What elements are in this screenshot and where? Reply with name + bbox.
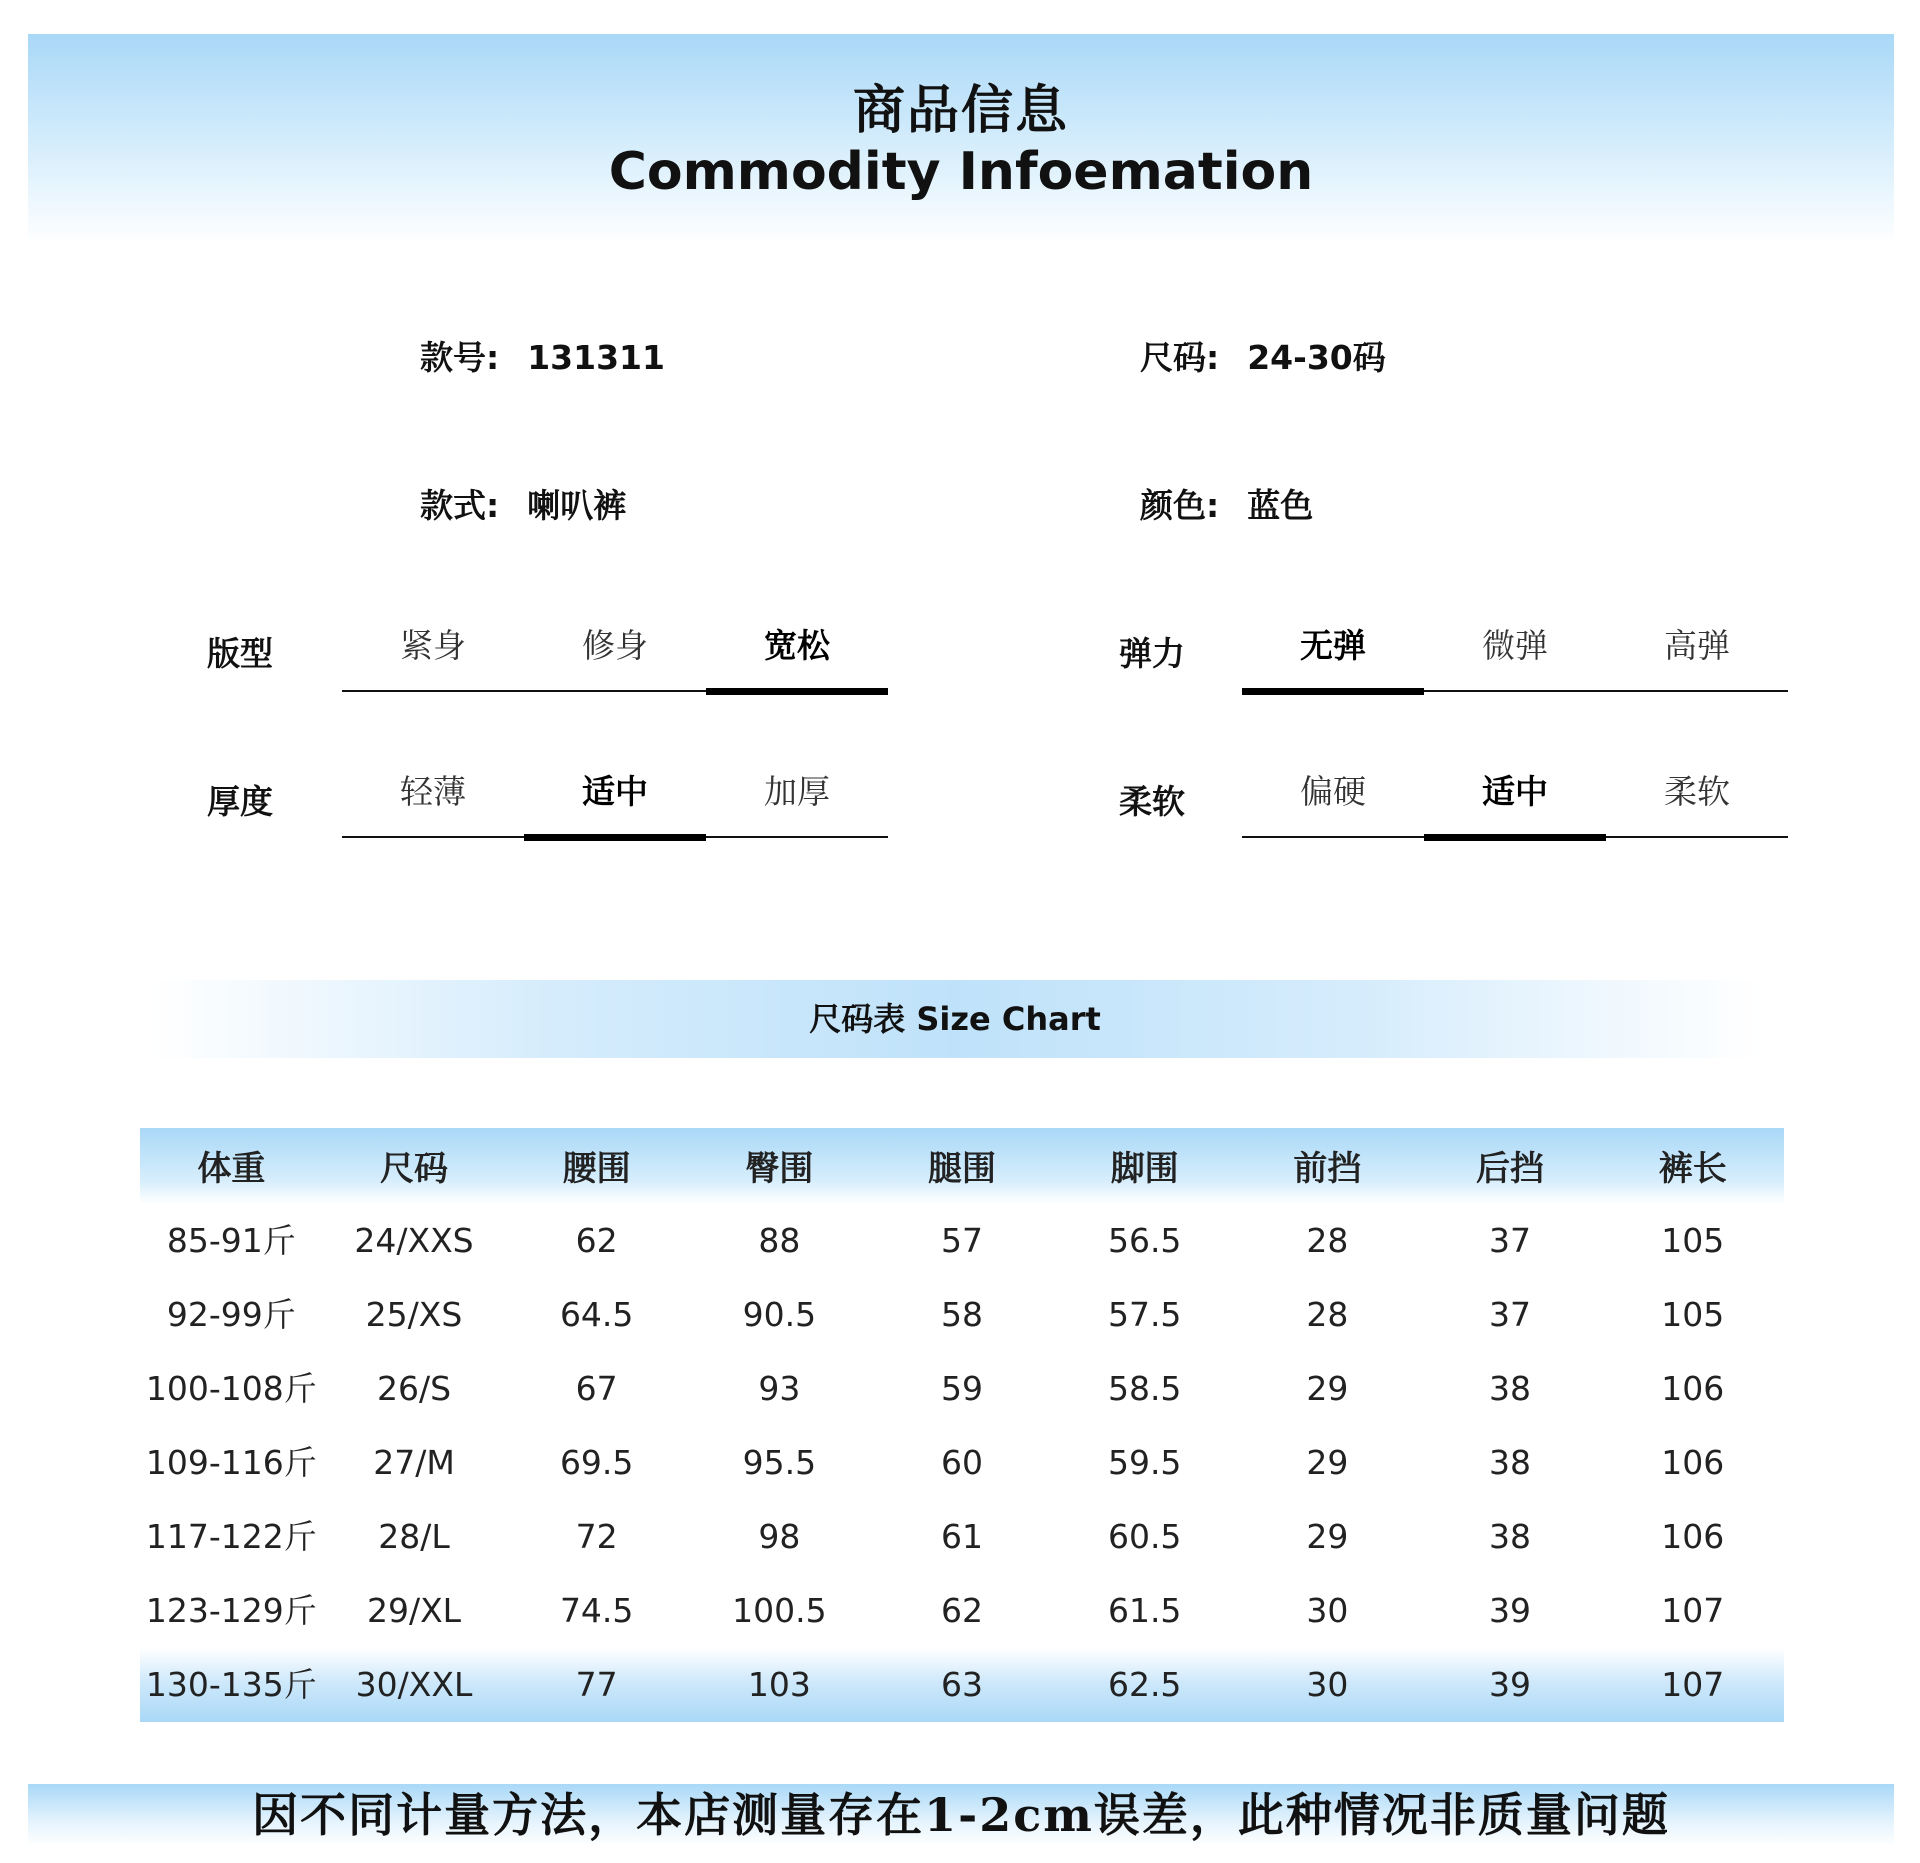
table-cell: 123-129斤 — [145, 1591, 317, 1630]
table-cell: 106 — [1661, 1443, 1725, 1482]
table-cell: 88 — [758, 1221, 801, 1260]
table-cell: 37 — [1489, 1221, 1532, 1260]
column-header: 体重 — [197, 1149, 266, 1189]
table-cell: 109-116斤 — [145, 1443, 317, 1482]
thickness-option: 轻薄 — [400, 772, 466, 811]
style-type — [420, 480, 626, 527]
table-cell: 92-99斤 — [166, 1295, 296, 1334]
table-cell: 28/L — [378, 1517, 450, 1556]
table-cell: 30 — [1306, 1665, 1349, 1704]
table-cell: 107 — [1661, 1665, 1725, 1704]
table-cell: 93 — [758, 1369, 801, 1408]
table-cell: 39 — [1489, 1591, 1532, 1630]
table-cell: 38 — [1489, 1443, 1532, 1482]
table-cell: 107 — [1661, 1591, 1725, 1630]
table-row — [140, 1500, 1784, 1574]
table-cell: 57.5 — [1107, 1295, 1182, 1334]
table-cell: 59 — [941, 1369, 984, 1408]
table-cell: 62 — [575, 1221, 618, 1260]
table-cell: 69.5 — [559, 1443, 634, 1482]
size-range — [1140, 332, 1386, 379]
table-cell: 105 — [1661, 1295, 1725, 1334]
page-title-en: Commodity Infoemation — [608, 142, 1314, 202]
table-cell: 38 — [1489, 1369, 1532, 1408]
table-cell: 85-91斤 — [166, 1221, 296, 1260]
style-type-label: 款式: — [420, 486, 500, 525]
color-label: 颜色: — [1140, 486, 1220, 525]
header-banner — [28, 34, 1894, 244]
thickness-option: 适中 — [524, 758, 706, 838]
table-cell: 58 — [941, 1295, 984, 1334]
softness-option: 适中 — [1424, 758, 1606, 838]
column-header: 前挡 — [1293, 1149, 1362, 1189]
fit-option: 宽松 — [706, 612, 888, 692]
column-header: 臀围 — [745, 1149, 814, 1189]
thickness-scale — [342, 758, 888, 838]
table-cell: 30 — [1306, 1591, 1349, 1630]
stretch-scale — [1242, 612, 1788, 692]
table-cell: 63 — [941, 1665, 984, 1704]
table-cell: 103 — [747, 1665, 811, 1704]
table-cell: 77 — [575, 1665, 618, 1704]
table-cell: 117-122斤 — [145, 1517, 317, 1556]
table-row — [140, 1426, 1784, 1500]
fit-option: 紧身 — [400, 626, 466, 665]
table-cell: 74.5 — [559, 1591, 634, 1630]
page-title-cn: 商品信息 — [852, 81, 1069, 141]
table-cell: 64.5 — [559, 1295, 634, 1334]
table-cell: 29 — [1306, 1369, 1349, 1408]
table-row — [140, 1352, 1784, 1426]
size-chart-title: 尺码表 Size Chart — [150, 980, 1760, 1058]
stretch-label: 弹力 — [1119, 634, 1185, 673]
table-cell: 37 — [1489, 1295, 1532, 1334]
table-cell: 61 — [941, 1517, 984, 1556]
table-row — [140, 1204, 1784, 1278]
column-header: 后挡 — [1476, 1149, 1545, 1189]
table-cell: 59.5 — [1107, 1443, 1182, 1482]
table-cell: 61.5 — [1107, 1591, 1182, 1630]
table-cell: 95.5 — [742, 1443, 817, 1482]
table-cell: 25/XS — [365, 1295, 463, 1334]
table-cell: 130-135斤 — [145, 1665, 317, 1704]
table-cell: 27/M — [373, 1443, 455, 1482]
table-cell: 24/XXS — [354, 1221, 474, 1260]
softness-option: 柔软 — [1664, 772, 1730, 811]
softness-scale — [1242, 758, 1788, 838]
table-cell: 67 — [575, 1369, 618, 1408]
table-cell: 56.5 — [1107, 1221, 1182, 1260]
table-cell: 58.5 — [1107, 1369, 1182, 1408]
table-cell: 28 — [1306, 1295, 1349, 1334]
column-header: 腰围 — [562, 1149, 631, 1189]
thickness-option: 加厚 — [764, 772, 830, 811]
table-cell: 60.5 — [1107, 1517, 1182, 1556]
stretch-option: 高弹 — [1664, 626, 1730, 665]
table-cell: 106 — [1661, 1517, 1725, 1556]
size-table — [140, 1128, 1784, 1722]
table-cell: 100-108斤 — [145, 1369, 317, 1408]
stretch-option: 微弹 — [1482, 626, 1548, 665]
table-cell: 90.5 — [742, 1295, 817, 1334]
style-type-value: 喇叭裤 — [527, 486, 627, 525]
fit-scale — [342, 612, 888, 692]
table-cell: 57 — [941, 1221, 984, 1260]
table-cell: 106 — [1661, 1369, 1725, 1408]
table-cell: 29 — [1306, 1517, 1349, 1556]
table-header-row — [140, 1128, 1784, 1204]
column-header: 尺码 — [380, 1149, 448, 1189]
table-cell: 62.5 — [1107, 1665, 1182, 1704]
table-cell: 60 — [941, 1443, 984, 1482]
color-value: 蓝色 — [1247, 486, 1314, 525]
table-cell: 62 — [941, 1591, 984, 1630]
table-cell: 98 — [758, 1517, 801, 1556]
column-header: 裤长 — [1658, 1149, 1727, 1189]
table-row — [140, 1278, 1784, 1352]
color-info — [1140, 480, 1313, 527]
table-cell: 100.5 — [732, 1591, 827, 1630]
table-cell: 72 — [575, 1517, 618, 1556]
table-cell: 29/XL — [366, 1591, 462, 1630]
table-cell: 26/S — [376, 1369, 452, 1408]
style-number — [420, 332, 665, 379]
softness-label: 柔软 — [1119, 782, 1185, 821]
column-header: 腿围 — [928, 1149, 997, 1189]
softness-option: 偏硬 — [1300, 772, 1366, 811]
table-cell: 29 — [1306, 1443, 1349, 1482]
table-cell: 39 — [1489, 1665, 1532, 1704]
column-header: 脚围 — [1110, 1149, 1179, 1189]
size-range-value: 24-30码 — [1247, 338, 1386, 377]
table-cell: 105 — [1661, 1221, 1725, 1260]
style-number-label: 款号: — [420, 338, 500, 377]
stretch-option: 无弹 — [1242, 612, 1424, 692]
table-row — [140, 1574, 1784, 1648]
table-body — [140, 1204, 1784, 1722]
table-row — [140, 1648, 1784, 1722]
table-cell: 38 — [1489, 1517, 1532, 1556]
footer-note: 因不同计量方法，本店测量存在1-2cm误差，此种情况非质量问题 — [28, 1784, 1894, 1846]
thickness-label: 厚度 — [207, 782, 273, 821]
style-number-value: 131311 — [527, 338, 665, 377]
fit-label: 版型 — [207, 634, 273, 673]
fit-option: 修身 — [582, 626, 648, 665]
table-cell: 28 — [1306, 1221, 1349, 1260]
size-range-label: 尺码: — [1140, 338, 1220, 377]
table-cell: 30/XXL — [355, 1665, 473, 1704]
